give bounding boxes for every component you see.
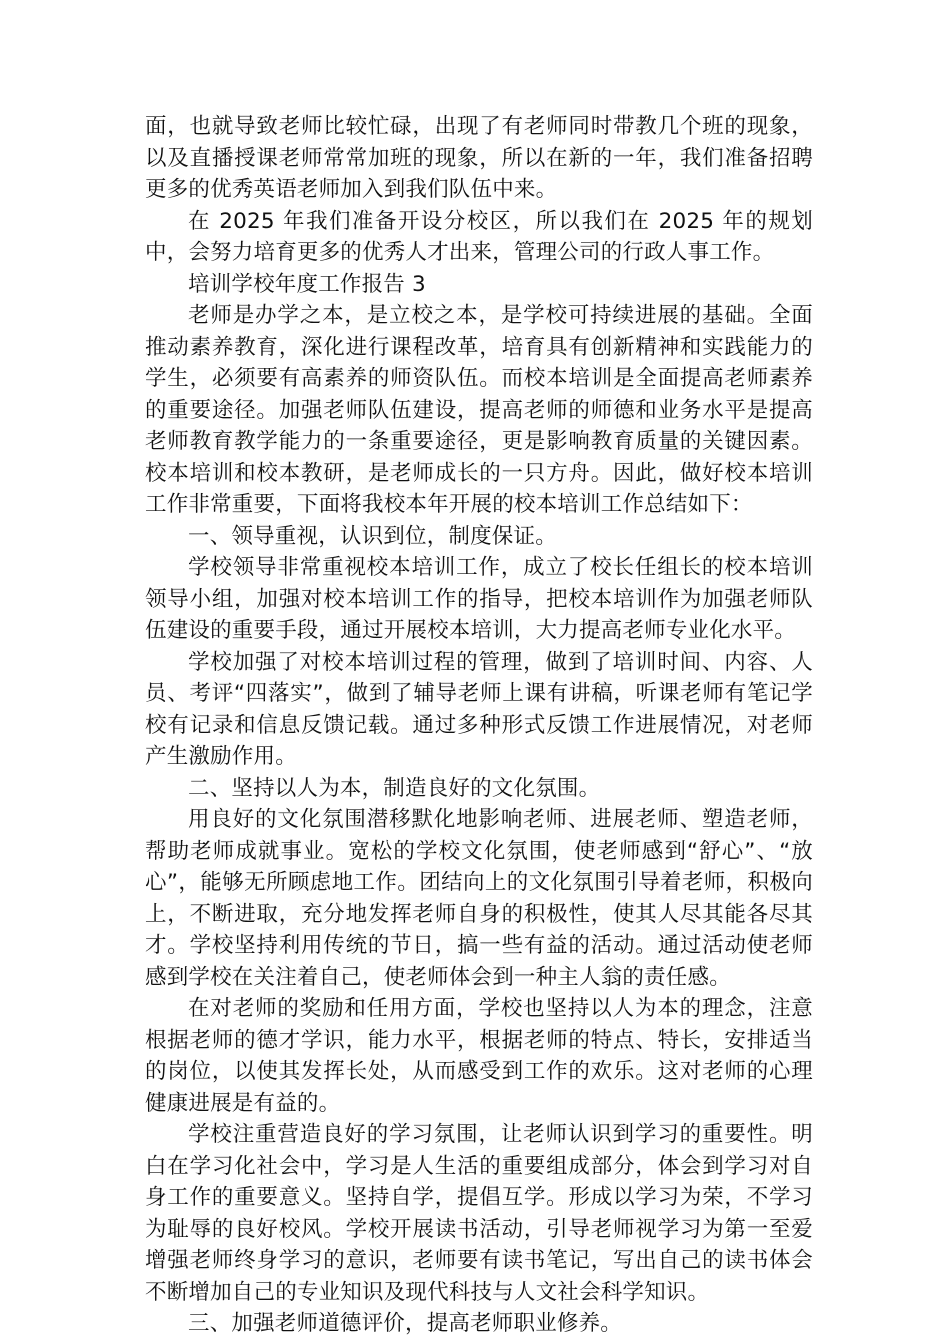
paragraph-intro: 老师是办学之本，是立校之本，是学校可持续进展的基础。全面推动素养教育，深化进行课程改革，培育具有创新精神和实践能力的学生，必须要有高素养的师资队伍。而校本培训是全面提高老师素养的重要途径。加强老师队伍建设，提高老师的师德和业务水平是提高老师教育教学能力的一条重要途径，更是影响教育质量的关键因素。校本培训和校本教研，是老师成长的一只方舟。因此，做好校本培训工作非常重要，下面将我校本年开展的校本培训工作总结如下：: [145, 303, 813, 517]
heading-one: 一、领导重视，认识到位，制度保证。: [188, 523, 557, 549]
section-title: 培训学校年度工作报告 3: [188, 271, 426, 297]
paragraph-branch-campus: 在 2025 年我们准备开设分校区，所以我们在 2025 年的规划中，会努力培育更多的优秀人才出来，管理公司的行政人事工作。: [145, 208, 813, 265]
paragraph-management: 学校加强了对校本培训过程的管理，做到了培训时间、内容、人员、考评“四落实”，做到了辅导老师上课有讲稿，听课老师有笔记学校有记录和信息反馈记载。通过多种形式反馈工作进展情况，对老师产生激励作用。: [145, 649, 813, 769]
paragraph-continuation: 面，也就导致老师比较忙碌，出现了有老师同时带教几个班的现象，以及直播授课老师常常加班的现象，所以在新的一年，我们准备招聘更多的优秀英语老师加入到我们队伍中来。: [145, 114, 813, 202]
paragraph-learning: 学校注重营造良好的学习氛围，让老师认识到学习的重要性。明白在学习化社会中，学习是人生活的重要组成部分，体会到学习对自身工作的重要意义。坚持自学，提倡互学。形成以学习为荣，不学习为耻辱的良好校风。学校开展读书活动，引导老师视学习为第一至爱增强老师终身学习的意识，老师要有读书笔记，写出自己的读书体会不断增加自己的专业知识及现代科技与人文社会科学知识。: [145, 1122, 813, 1305]
document-body: [145, 111, 813, 1340]
heading-two: 二、坚持以人为本，制造良好的文化氛围。: [188, 775, 601, 801]
paragraph-leadership: 学校领导非常重视校本培训工作，成立了校长任组长的校本培训领导小组，加强对校本培训工作的指导，把校本培训作为加强老师队伍建设的重要手段，通过开展校本培训，大力提高老师专业化水平。: [145, 555, 813, 643]
paragraph-rewards: 在对老师的奖励和任用方面，学校也坚持以人为本的理念，注意根据老师的德才学识，能力水平，根据老师的特点、特长，安排适当的岗位，以使其发挥长处，从而感受到工作的欢乐。这对老师的心理健康进展是有益的。: [145, 996, 813, 1116]
heading-three: 三、加强老师道德评价，提高老师职业修养。: [188, 1311, 623, 1336]
paragraph-culture: 用良好的文化氛围潜移默化地影响老师、进展老师、塑造老师，帮助老师成就事业。宽松的学校文化氛围，使老师感到“舒心”、“放心”，能够无所顾虑地工作。团结向上的文化氛围引导着老师，积极向上，不断进取，充分地发挥老师自身的积极性，使其人尽其能各尽其才。学校坚持利用传统的节日，搞一些有益的活动。通过活动使老师感到学校在关注着自己，使老师体会到一种主人翁的责任感。: [145, 807, 813, 990]
